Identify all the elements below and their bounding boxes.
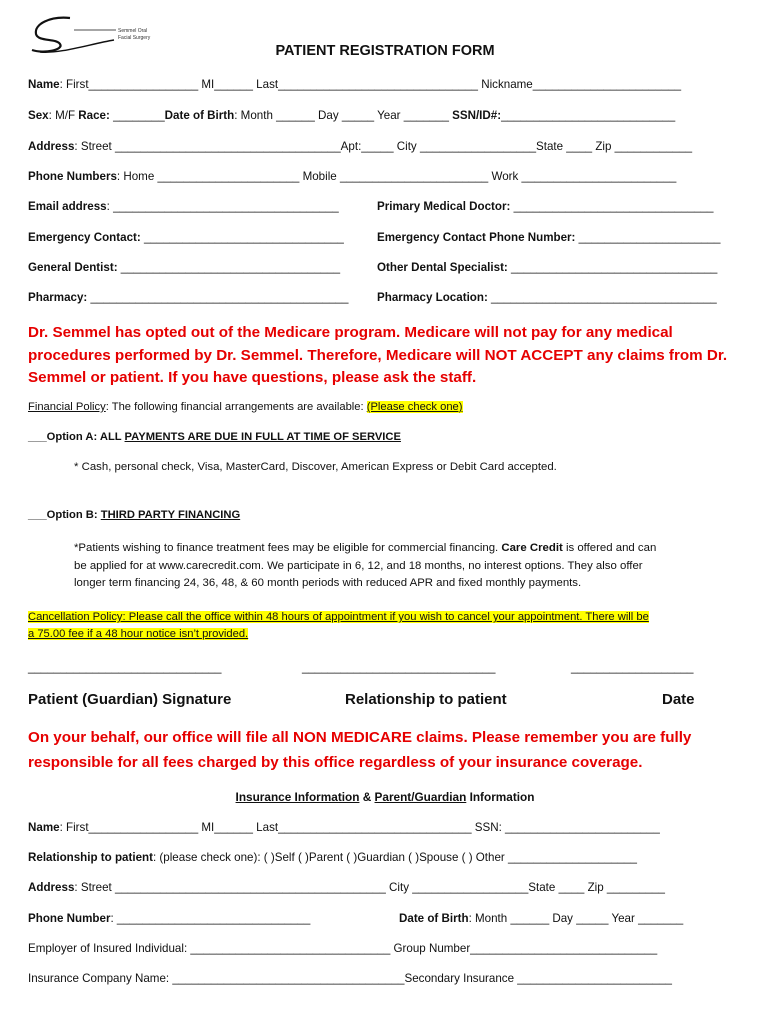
- option-b-detail-text: is offered and can: [562, 542, 657, 554]
- insured-relationship-row[interactable]: [28, 851, 637, 864]
- option-b-title: THIRD PARTY FINANCING: [100, 509, 241, 521]
- insured-name-fields[interactable]: : First_________________ MI______ Last______________________________ SSN: ________________________: [59, 821, 660, 834]
- option-b-checkbox[interactable]: ___Option B:: [28, 509, 101, 521]
- emergency-contact-row[interactable]: [28, 231, 344, 244]
- patient-phones-row[interactable]: [28, 170, 676, 183]
- cancellation-policy: [28, 609, 649, 643]
- non-medicare-line: responsible for all fees charged by this office regardless of your insurance coverage.: [28, 754, 643, 771]
- medicare-notice: [28, 322, 727, 390]
- emergency-phone-field[interactable]: ______________________: [575, 231, 721, 244]
- financial-policy-text: : The following financial arrangements are available:: [105, 401, 367, 413]
- insured-dob-row[interactable]: [399, 912, 683, 925]
- insurance-heading-b: Parent/Guardian: [374, 790, 467, 804]
- label: Relationship to patient: [28, 851, 153, 864]
- option-b-detail: [74, 540, 656, 593]
- relationship-signature-line[interactable]: ______________________________: [302, 661, 496, 674]
- insured-address-fields[interactable]: : Street __________________________________________ City __________________State ____ Zip _________: [74, 881, 665, 894]
- dob-field[interactable]: : Month ______ Day _____ Year _______: [234, 109, 453, 122]
- employer-row[interactable]: Employer of Insured Individual: _______________________________ Group Number_____________________________: [28, 942, 658, 955]
- form-title: PATIENT REGISTRATION FORM: [275, 43, 495, 59]
- label: Phone Number: [28, 912, 111, 925]
- other-specialist-field[interactable]: ________________________________: [507, 261, 718, 274]
- dob-label: Date of Birth: [164, 109, 235, 122]
- pharmacy-location-field[interactable]: ___________________________________: [487, 291, 717, 304]
- patient-address-row[interactable]: [28, 140, 692, 153]
- label: Emergency Contact:: [28, 231, 141, 244]
- race-label: Race:: [78, 109, 114, 122]
- logo-text-line2: Facial Surgery: [118, 35, 151, 41]
- option-a[interactable]: [28, 431, 401, 443]
- cancellation-line: Cancellation Policy: Please call the office within 48 hours of appointment if you wish to cancel your appointment. There will be: [28, 611, 649, 623]
- address-fields[interactable]: : Street ___________________________________Apt:_____ City __________________State ____ Zip ____________: [74, 140, 693, 153]
- patient-signature-line[interactable]: ______________________________: [28, 661, 222, 674]
- financial-policy: [28, 401, 463, 413]
- option-a-title: PAYMENTS ARE DUE IN FULL AT TIME OF SERVICE: [124, 431, 401, 443]
- patient-sex-row[interactable]: [28, 109, 675, 122]
- financial-policy-label: Financial Policy: [28, 401, 106, 413]
- relationship-options[interactable]: : (please check one): ( )Self ( )Parent ( )Guardian ( )Spouse ( ) Other ____________________: [152, 851, 637, 864]
- general-dentist-field[interactable]: __________________________________: [117, 261, 341, 274]
- phone-fields[interactable]: : Home ______________________ Mobile _______________________ Work ________________________: [116, 170, 677, 183]
- option-b-detail-line: longer term financing 24, 36, 48, & 60 month periods with reduced APR and fixed monthly payments.: [74, 577, 582, 589]
- label: Primary Medical Doctor:: [377, 200, 511, 213]
- ssn-field[interactable]: ___________________________: [501, 109, 676, 122]
- race-field[interactable]: ________: [113, 109, 165, 122]
- emergency-phone-row[interactable]: [377, 231, 721, 244]
- pharmacy-location-row[interactable]: [377, 291, 717, 304]
- insurance-heading: [0, 790, 770, 804]
- label: Emergency Contact Phone Number:: [377, 231, 576, 244]
- insurance-heading-a: Insurance Information: [235, 790, 360, 804]
- patient-name-row[interactable]: [28, 78, 681, 91]
- email-field[interactable]: : ___________________________________: [106, 200, 339, 213]
- label: Other Dental Specialist:: [377, 261, 508, 274]
- insurance-heading-c: Information: [466, 790, 535, 804]
- insured-dob-field[interactable]: : Month ______ Day _____ Year _______: [468, 912, 684, 925]
- label: Name: [28, 78, 60, 91]
- label: General Dentist:: [28, 261, 118, 274]
- non-medicare-line: On your behalf, our office will file all NON MEDICARE claims. Please remember you are fully: [28, 729, 692, 746]
- label: Sex: [28, 109, 49, 122]
- insured-phone-row[interactable]: [28, 912, 310, 925]
- option-b-detail-line: be applied for at www.carecredit.com. We participate in 6, 12, and 18 months, no interest options. They also offer: [74, 559, 643, 572]
- label: Pharmacy:: [28, 291, 88, 304]
- patient-signature-label: Patient (Guardian) Signature: [28, 691, 232, 708]
- label: Name: [28, 821, 60, 834]
- pharmacy-field[interactable]: ________________________________________: [87, 291, 349, 304]
- insured-phone-field[interactable]: : ______________________________: [110, 912, 311, 925]
- care-credit-label: Care Credit: [501, 542, 563, 554]
- name-fields[interactable]: : First_________________ MI______ Last_______________________________ Nickname_______________________: [59, 78, 682, 91]
- date-label: Date: [662, 691, 695, 708]
- option-a-detail: * Cash, personal check, Visa, MasterCard, Discover, American Express or Debit Card accepted.: [74, 461, 557, 473]
- option-a-checkbox[interactable]: ___Option A: ALL: [28, 431, 125, 443]
- primary-doctor-field[interactable]: _______________________________: [510, 200, 714, 213]
- label: Pharmacy Location:: [377, 291, 488, 304]
- pharmacy-row[interactable]: [28, 291, 348, 304]
- label: Date of Birth: [399, 912, 469, 925]
- insurance-heading-amp: &: [359, 790, 375, 804]
- insured-name-row[interactable]: [28, 821, 660, 834]
- insurance-company-row[interactable]: Insurance Company Name: ____________________________________Secondary Insurance ________________________: [28, 972, 673, 985]
- primary-doctor-row[interactable]: [377, 200, 713, 213]
- date-signature-line[interactable]: ___________________: [571, 661, 694, 674]
- ssn-label: SSN/ID#:: [452, 109, 502, 122]
- sex-field[interactable]: : M/F: [48, 109, 79, 122]
- label: Address: [28, 881, 75, 894]
- cancellation-line: a 75.00 fee if a 48 hour notice isn’t provided.: [28, 628, 249, 640]
- label: Phone Numbers: [28, 170, 117, 183]
- medicare-notice-line: Dr. Semmel has opted out of the Medicare program. Medicare will not pay for any medical: [28, 324, 673, 341]
- option-b[interactable]: [28, 509, 240, 521]
- medicare-notice-line: Semmel or patient. If you have questions, please ask the staff.: [28, 369, 477, 386]
- email-row[interactable]: [28, 200, 339, 213]
- other-specialist-row[interactable]: [377, 261, 717, 274]
- label: Email address: [28, 200, 107, 213]
- insured-address-row[interactable]: [28, 881, 665, 894]
- check-one-note: (Please check one): [366, 401, 463, 413]
- non-medicare-notice: [28, 725, 691, 775]
- label: Address: [28, 140, 75, 153]
- relationship-label: Relationship to patient: [345, 691, 507, 708]
- logo-text-line1: Semmel Oral: [118, 28, 148, 34]
- general-dentist-row[interactable]: [28, 261, 340, 274]
- emergency-contact-field[interactable]: _______________________________: [140, 231, 344, 244]
- option-b-detail-text: *Patients wishing to finance treatment fees may be eligible for commercial financing.: [74, 542, 502, 554]
- medicare-notice-line: procedures performed by Dr. Semmel. Therefore, Medicare will NOT ACCEPT any claims from Dr.: [28, 346, 728, 364]
